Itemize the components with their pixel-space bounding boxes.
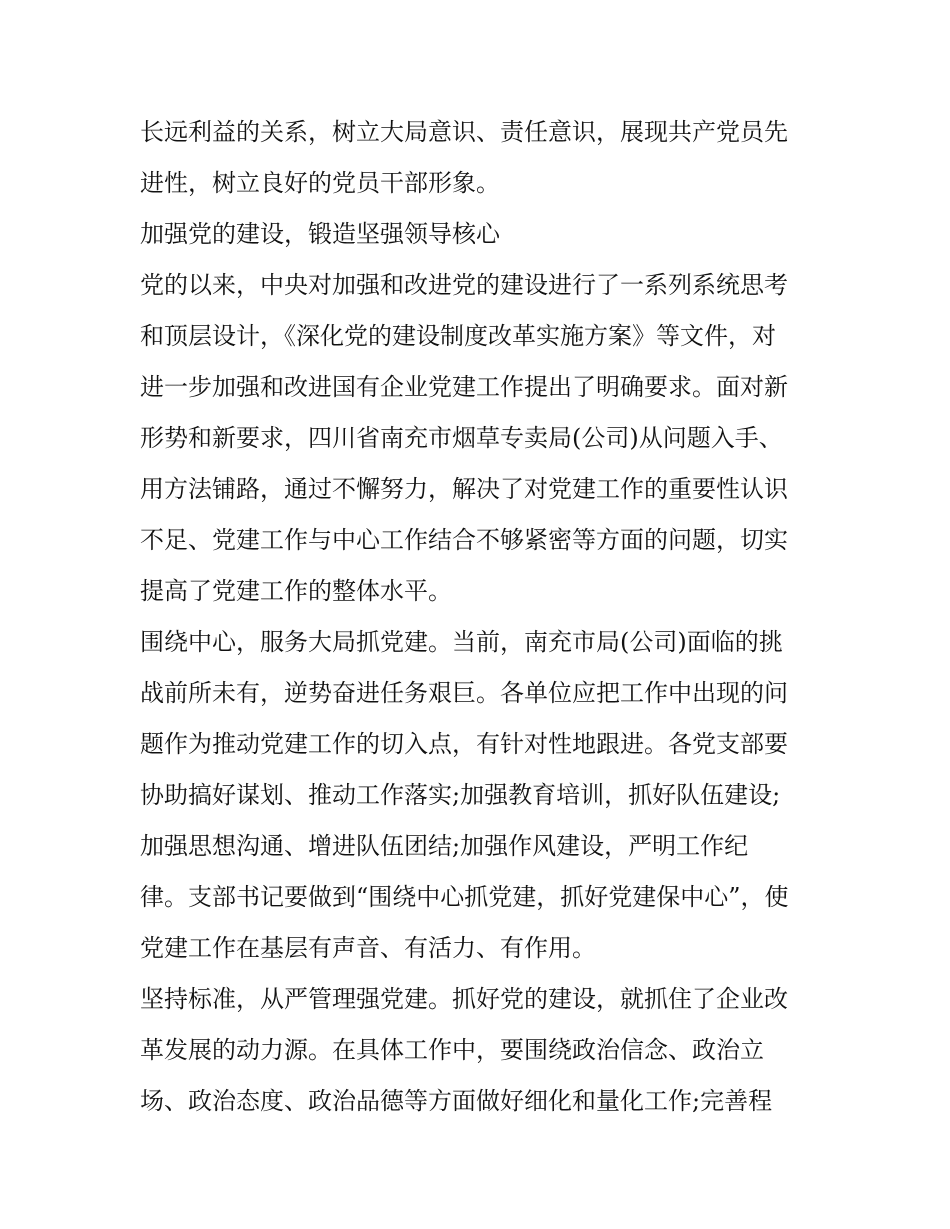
text-line: 加强思想沟通、增进队伍团结;加强作风建设，严明工作纪 — [140, 832, 749, 860]
section-heading: 加强党的建设，锻造坚强领导核心 — [140, 220, 500, 248]
text-line: 不足、党建工作与中心工作结合不够紧密等方面的问题，切实 — [140, 526, 788, 554]
text-line: 场、政治态度、政治品德等方面做好细化和量化工作;完善程 — [140, 1087, 773, 1115]
text-line: 题作为推动党建工作的切入点，有针对性地跟进。各党支部要 — [140, 730, 788, 758]
text-line: 进性，树立良好的党员干部形象。 — [140, 169, 500, 197]
text-line: 党建工作在基层有声音、有活力、有作用。 — [140, 934, 596, 962]
text-line: 用方法铺路，通过不懈努力，解决了对党建工作的重要性认识 — [140, 475, 788, 503]
text-line: 提高了党建工作的整体水平。 — [140, 577, 452, 605]
text-line: 坚持标准，从严管理强党建。抓好党的建设，就抓住了企业改 — [140, 985, 788, 1013]
text-line: 党的以来，中央对加强和改进党的建设进行了一系列系统思考 — [140, 271, 788, 299]
document-body — [140, 107, 820, 1127]
text-line: 长远利益的关系，树立大局意识、责任意识，展现共产党员先 — [140, 118, 788, 146]
text-line: 革发展的动力源。在具体工作中，要围绕政治信念、政治立 — [140, 1036, 764, 1064]
text-line: 和顶层设计，《深化党的建设制度改革实施方案》等文件，对 — [140, 322, 776, 350]
text-line: 律。支部书记要做到“围绕中心抓党建，抓好党建保中心”，使 — [140, 883, 789, 911]
text-line: 协助搞好谋划、推动工作落实;加强教育培训，抓好队伍建设; — [140, 781, 781, 809]
text-line: 战前所未有，逆势奋进任务艰巨。各单位应把工作中出现的问 — [140, 679, 788, 707]
text-line: 进一步加强和改进国有企业党建工作提出了明确要求。面对新 — [140, 373, 788, 401]
text-line: 围绕中心，服务大局抓党建。当前，南充市局(公司)面临的挑 — [140, 628, 783, 656]
text-line: 形势和新要求，四川省南充市烟草专卖局(公司)从问题入手、 — [140, 424, 783, 452]
